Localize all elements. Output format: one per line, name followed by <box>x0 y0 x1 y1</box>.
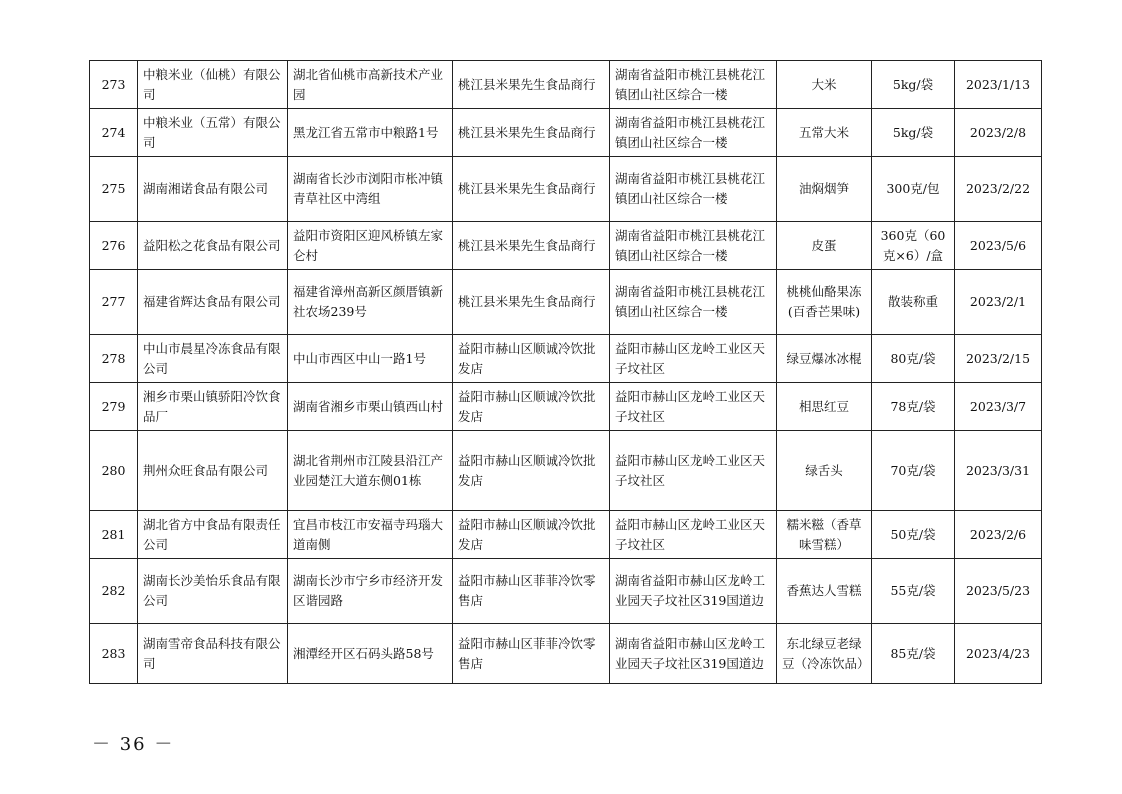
row-number: 274 <box>90 109 138 157</box>
seller-address: 益阳市赫山区龙岭工业区天子坟社区 <box>610 431 777 511</box>
row-number: 279 <box>90 383 138 431</box>
seller-name: 桃江县米果先生食品商行 <box>453 222 610 270</box>
product-name: 绿舌头 <box>777 431 872 511</box>
seller-address: 湖南省益阳市桃江县桃花江镇团山社区综合一楼 <box>610 270 777 335</box>
product-spec: 85克/袋 <box>872 624 955 684</box>
product-name: 糯米糍（香草味雪糕） <box>777 511 872 559</box>
producer-name: 福建省辉达食品有限公司 <box>138 270 288 335</box>
product-spec: 5kg/袋 <box>872 109 955 157</box>
seller-address: 湖南省益阳市桃江县桃花江镇团山社区综合一楼 <box>610 157 777 222</box>
row-number: 277 <box>90 270 138 335</box>
table-row <box>90 109 1042 157</box>
producer-name: 荆州众旺食品有限公司 <box>138 431 288 511</box>
product-name: 东北绿豆老绿豆（冷冻饮品） <box>777 624 872 684</box>
production-date: 2023/2/8 <box>955 109 1042 157</box>
product-spec: 5kg/袋 <box>872 61 955 109</box>
producer-name: 湖南雪帝食品科技有限公司 <box>138 624 288 684</box>
producer-name: 中粮米业（五常）有限公司 <box>138 109 288 157</box>
product-spec: 78克/袋 <box>872 383 955 431</box>
seller-name: 桃江县米果先生食品商行 <box>453 157 610 222</box>
producer-address: 中山市西区中山一路1号 <box>288 335 453 383</box>
producer-address: 湖北省仙桃市高新技术产业园 <box>288 61 453 109</box>
product-name: 皮蛋 <box>777 222 872 270</box>
production-date: 2023/2/15 <box>955 335 1042 383</box>
seller-address: 湖南省益阳市桃江县桃花江镇团山社区综合一楼 <box>610 61 777 109</box>
table-row <box>90 335 1042 383</box>
seller-address: 湖南省益阳市桃江县桃花江镇团山社区综合一楼 <box>610 222 777 270</box>
production-date: 2023/2/6 <box>955 511 1042 559</box>
page-number: － 36 － <box>92 734 175 755</box>
producer-address: 宜昌市枝江市安福寺玛瑙大道南侧 <box>288 511 453 559</box>
seller-address: 湖南省益阳市赫山区龙岭工业园天子坟社区319国道边 <box>610 624 777 684</box>
product-spec: 70克/袋 <box>872 431 955 511</box>
seller-address: 湖南省益阳市桃江县桃花江镇团山社区综合一楼 <box>610 109 777 157</box>
row-number: 275 <box>90 157 138 222</box>
producer-name: 中粮米业（仙桃）有限公司 <box>138 61 288 109</box>
production-date: 2023/5/23 <box>955 559 1042 624</box>
product-name: 大米 <box>777 61 872 109</box>
production-date: 2023/3/7 <box>955 383 1042 431</box>
seller-name: 桃江县米果先生食品商行 <box>453 61 610 109</box>
table-row <box>90 222 1042 270</box>
table-row <box>90 559 1042 624</box>
product-name: 五常大米 <box>777 109 872 157</box>
production-date: 2023/4/23 <box>955 624 1042 684</box>
product-spec: 360克（60克×6）/盒 <box>872 222 955 270</box>
seller-name: 益阳市赫山区顺诚冷饮批发店 <box>453 383 610 431</box>
row-number: 282 <box>90 559 138 624</box>
production-date: 2023/5/6 <box>955 222 1042 270</box>
producer-name: 湖南长沙美怡乐食品有限公司 <box>138 559 288 624</box>
row-number: 273 <box>90 61 138 109</box>
seller-name: 益阳市赫山区菲菲冷饮零售店 <box>453 559 610 624</box>
product-name: 绿豆爆冰冰棍 <box>777 335 872 383</box>
producer-name: 益阳松之花食品有限公司 <box>138 222 288 270</box>
row-number: 278 <box>90 335 138 383</box>
product-spec: 散装称重 <box>872 270 955 335</box>
table-row <box>90 157 1042 222</box>
product-name: 油焖烟笋 <box>777 157 872 222</box>
producer-address: 福建省漳州高新区颜厝镇新社农场239号 <box>288 270 453 335</box>
row-number: 276 <box>90 222 138 270</box>
producer-name: 中山市晨星冷冻食品有限公司 <box>138 335 288 383</box>
producer-address: 湖南长沙市宁乡市经济开发区谐园路 <box>288 559 453 624</box>
producer-address: 湘潭经开区石码头路58号 <box>288 624 453 684</box>
table-row <box>90 511 1042 559</box>
table-row <box>90 383 1042 431</box>
row-number: 281 <box>90 511 138 559</box>
row-number: 283 <box>90 624 138 684</box>
product-name: 桃桃仙酪果冻(百香芒果味) <box>777 270 872 335</box>
producer-address: 黑龙江省五常市中粮路1号 <box>288 109 453 157</box>
table-body <box>90 61 1042 684</box>
seller-name: 益阳市赫山区顺诚冷饮批发店 <box>453 335 610 383</box>
seller-name: 桃江县米果先生食品商行 <box>453 270 610 335</box>
production-date: 2023/2/22 <box>955 157 1042 222</box>
producer-address: 湖北省荆州市江陵县沿江产业园楚江大道东侧01栋 <box>288 431 453 511</box>
table-row <box>90 270 1042 335</box>
producer-name: 湘乡市栗山镇骄阳冷饮食品厂 <box>138 383 288 431</box>
row-number: 280 <box>90 431 138 511</box>
seller-name: 益阳市赫山区顺诚冷饮批发店 <box>453 511 610 559</box>
producer-address: 益阳市资阳区迎风桥镇左家仑村 <box>288 222 453 270</box>
seller-name: 益阳市赫山区顺诚冷饮批发店 <box>453 431 610 511</box>
production-date: 2023/1/13 <box>955 61 1042 109</box>
seller-name: 桃江县米果先生食品商行 <box>453 109 610 157</box>
seller-address: 益阳市赫山区龙岭工业区天子坟社区 <box>610 511 777 559</box>
table-row <box>90 431 1042 511</box>
seller-address: 益阳市赫山区龙岭工业区天子坟社区 <box>610 383 777 431</box>
table-row <box>90 624 1042 684</box>
seller-address: 益阳市赫山区龙岭工业区天子坟社区 <box>610 335 777 383</box>
producer-address: 湖南省长沙市浏阳市枨冲镇青草社区中湾组 <box>288 157 453 222</box>
production-date: 2023/2/1 <box>955 270 1042 335</box>
product-table <box>89 60 1042 684</box>
producer-name: 湖北省方中食品有限责任公司 <box>138 511 288 559</box>
product-name: 相思红豆 <box>777 383 872 431</box>
product-name: 香蕉达人雪糕 <box>777 559 872 624</box>
seller-address: 湖南省益阳市赫山区龙岭工业园天子坟社区319国道边 <box>610 559 777 624</box>
product-spec: 55克/袋 <box>872 559 955 624</box>
producer-address: 湖南省湘乡市栗山镇西山村 <box>288 383 453 431</box>
table-row <box>90 61 1042 109</box>
product-spec: 80克/袋 <box>872 335 955 383</box>
seller-name: 益阳市赫山区菲菲冷饮零售店 <box>453 624 610 684</box>
product-spec: 50克/袋 <box>872 511 955 559</box>
product-spec: 300克/包 <box>872 157 955 222</box>
producer-name: 湖南湘诺食品有限公司 <box>138 157 288 222</box>
production-date: 2023/3/31 <box>955 431 1042 511</box>
